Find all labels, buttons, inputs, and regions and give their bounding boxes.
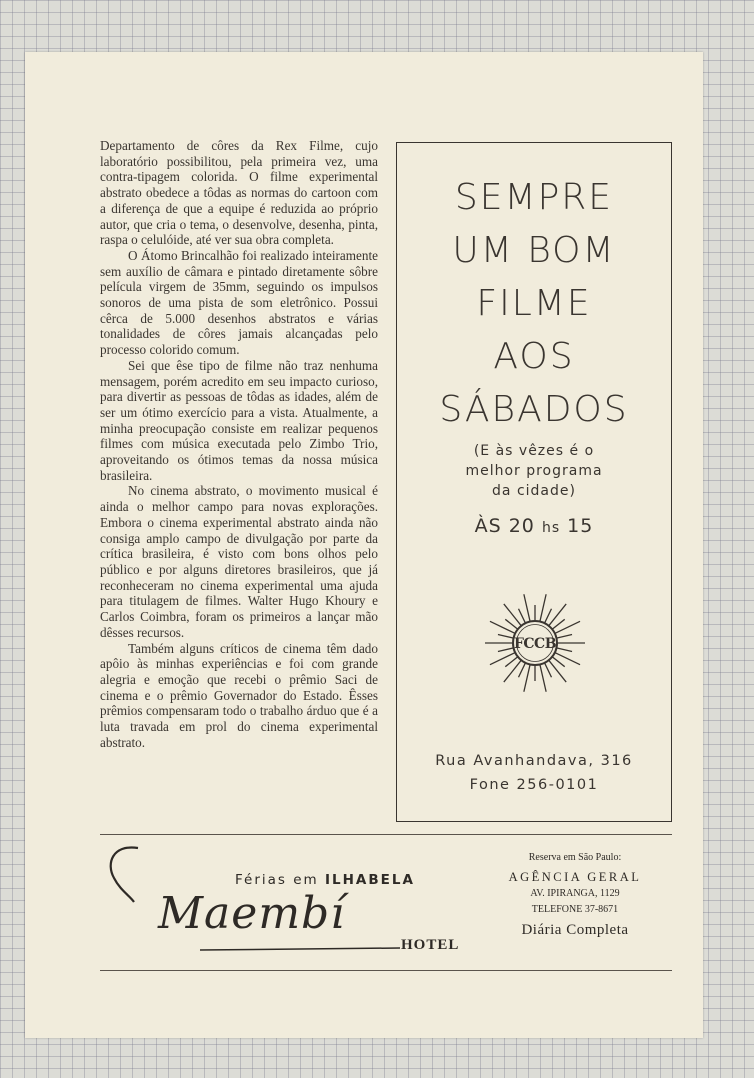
showtime-minutes: 15 <box>567 515 594 537</box>
logo-ray <box>504 660 521 682</box>
article-paragraph-3: Sei que êse tipo de filme não traz nenhuma mensagem, porém acredito em seu impacto curioso, para divertir as pessoas de tôdas as idades, além de ser um ótimo exercício para a vista. Atualmente, a minha preocupação consiste em realizar pequenos filmes com música executada pelo Zimbo Trio, aproveitando os ótimos temas da nossa música brasileira. <box>100 357 378 483</box>
logo-ray <box>552 619 565 629</box>
logo-ray <box>524 594 530 621</box>
article-paragraph-2: O Átomo Brincalhão foi realizado inteiramente sem auxílio de câmara e pintado diretamente sôbre película virgem de 35mm, seguindo os impulsos sonoros de uma pista de som eletrônico. Possui cêrca de 5.000 desenhos abstratos e várias tonalidades de côres jamais alcançadas pelo processo colorido comum. <box>100 247 378 358</box>
magazine-page <box>25 52 703 1038</box>
subtitle-line-3: da cidade) <box>492 483 576 499</box>
logo-ray <box>519 663 526 677</box>
headline-line-4: AOS <box>493 336 575 377</box>
headline-line-1: SEMPRE <box>454 177 614 218</box>
top-divider <box>100 834 672 835</box>
logo-ray <box>505 657 518 667</box>
plan-label: Diária Completa <box>521 922 629 938</box>
logo-ray <box>556 635 572 639</box>
logo-ray <box>505 619 518 629</box>
subtitle-line-1: (E às vêzes é o <box>473 443 595 459</box>
cinema-ad-box <box>396 142 672 822</box>
headline-line-5: SÁBADOS <box>439 389 629 430</box>
logo-ray <box>490 621 515 633</box>
showtime-main: ÀS 20 <box>474 515 535 537</box>
hotel-ad <box>100 840 490 960</box>
logo-ray <box>545 663 552 677</box>
logo-ray <box>498 635 514 639</box>
subtitle-line-2: melhor programa <box>465 463 603 479</box>
address-line-2: Fone 256-0101 <box>469 777 599 793</box>
showtime <box>397 515 671 537</box>
address-line-1: Rua Avanhandava, 316 <box>435 753 633 769</box>
reservation-info <box>495 852 655 939</box>
logo-text: FCCB <box>513 636 557 652</box>
logo-ray <box>498 648 514 652</box>
article-paragraph-5: Também alguns críticos de cinema têm dado apôio às minhas experiências e foi com grande alegria e emoção que recebi o prêmio Saci de cinema e o prêmio Governador do Estado. Êsses prêmios compensaram todo o trabalho árduo que é a luta travada em prol do cinema experimental abstrato. <box>100 640 378 750</box>
ad-subtitle <box>397 441 671 501</box>
hotel-ferias-line <box>235 872 415 888</box>
logo-ray <box>555 621 580 633</box>
bottom-divider <box>100 970 672 971</box>
ferias-text: Férias em <box>235 872 319 888</box>
headline-line-2: UM BOM <box>452 230 616 271</box>
hotel-word: HOTEL <box>401 937 460 953</box>
ferias-place: ILHABELA <box>324 872 415 888</box>
logo-ray <box>549 660 566 682</box>
showtime-hs: hs <box>541 520 561 536</box>
ad-headline <box>397 171 671 436</box>
article-column <box>100 138 378 750</box>
logo-ray <box>519 609 526 623</box>
logo-ray <box>556 648 572 652</box>
hotel-script-name: Maembí <box>158 888 346 939</box>
agency-name: AGÊNCIA GERAL <box>508 870 642 884</box>
agency-phone: TELEFONE 37-8671 <box>531 904 619 915</box>
logo-ray <box>540 664 546 691</box>
article-paragraph-1: Departamento de côres da Rex Filme, cujo laboratório possibilitou, pela primeira vez, uma contra-tipagem colorida. O filme experimental abstrato obedece a tôdas as normas do cartoon com a diferença de que a equipe é reduzida ao próprio autor, que cria o tema, o desenvolve, desenha, pinta, raspa o celulóide, até ver sua obra completa. <box>100 138 378 248</box>
agency-street: AV. IPIRANGA, 1129 <box>530 888 620 899</box>
ad-address <box>397 749 671 797</box>
logo-ray <box>524 664 530 691</box>
article-paragraph-4: No cinema abstrato, o movimento musical é ainda o melhor campo para novas explorações. Embora o cinema experimental abstrato ainda não consiga amplo campo de divulgação por parte da crítica brasileira, é visto com bons olhos pelo público e por alguns diretores brasileiros, que já reconheceram no cinema experimental uma ajuda para titulagem de filmes. Walter Hugo Khoury e Carlos Coimbra, foram os primeiros a lançar mão dêsses recursos. <box>100 483 378 640</box>
logo-ray <box>552 657 565 667</box>
logo-ray <box>555 653 580 665</box>
logo-ray <box>490 653 515 665</box>
logo-ray <box>549 604 566 626</box>
logo-ray <box>504 604 521 626</box>
logo-ray <box>540 594 546 621</box>
reserva-label: Reserva em São Paulo: <box>528 852 622 863</box>
logo-ray <box>545 609 552 623</box>
headline-line-3: FILME <box>476 283 592 324</box>
fccb-sunburst-logo <box>483 591 587 695</box>
